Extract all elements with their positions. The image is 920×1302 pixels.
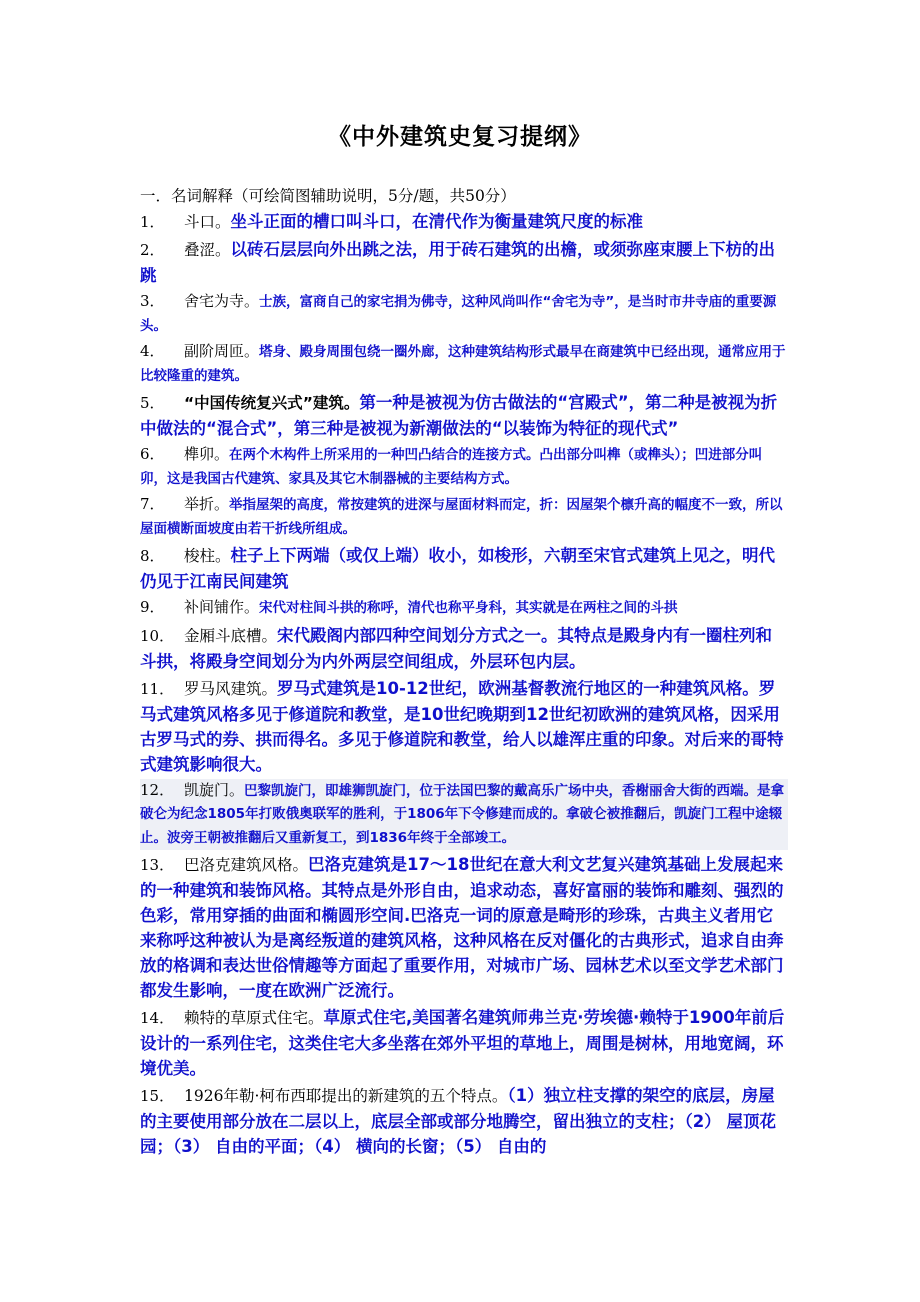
entry-definition: 坐斗正面的槽口叫斗口，在清代作为衡量建筑尺度的标准 (230, 212, 644, 231)
entry-term: 凯旋门。 (184, 780, 245, 799)
entry-number: 7． (140, 495, 165, 513)
entry-4 (140, 340, 788, 388)
entry-term: 梭柱。 (184, 547, 231, 565)
entry-number: 1． (140, 213, 165, 231)
entry-13 (140, 852, 788, 1003)
entry-14 (140, 1005, 788, 1081)
entry-3 (140, 290, 788, 338)
entry-number: 14． (140, 1009, 175, 1027)
entry-definition: 罗马式建筑是10-12世纪，欧洲基督教流行地区的一种建筑风格。罗马式建筑风格多见于修道院和教堂，是10世纪晚期到12世纪初欧洲的建筑风格，因采用古罗马式的券、拱而得名。多见于修道院和教堂，给人以雄浑庄重的印象。对后来的哥特式建筑影响很大。 (140, 678, 784, 774)
entry-8 (140, 543, 788, 594)
entry-15 (140, 1083, 788, 1159)
entry-term: 补间铺作。 (184, 598, 260, 616)
entry-definition: 柱子上下两端（或仅上端）收小，如梭形，六朝至宋官式建筑上见之，明代仍见于江南民间建筑 (140, 546, 776, 591)
entry-definition: 草原式住宅,美国著名建筑师弗兰克·劳埃德·赖特于1900年前后设计的一系列住宅，这类住宅大多坐落在郊外平坦的草地上，周围是树林，用地宽阔，环境优美。 (140, 1008, 785, 1078)
entry-definition: 士族，富商自己的家宅捐为佛寺，这种风尚叫作“舍宅为寺”，是当时市井寺庙的重要源头。 (140, 294, 777, 334)
entry-number: 4． (140, 342, 165, 360)
entry-number: 11． (140, 679, 175, 698)
entry-6 (140, 443, 788, 491)
entry-term: “中国传统复兴式”建筑。 (184, 394, 360, 412)
entry-number: 5． (140, 394, 165, 412)
entry-term: 金厢斗底槽。 (184, 626, 278, 645)
entry-number: 12． (140, 780, 175, 799)
entry-term: 榫卯。 (184, 445, 230, 463)
entry-12 (140, 779, 788, 851)
entry-number: 9． (140, 598, 165, 616)
entry-term: 巴洛克建筑风格。 (184, 856, 309, 874)
entry-definition: （1）独立柱支撑的架空的底层，房屋的主要使用部分放在二层以上，底层全部或部分地腾空，留出独立的支柱；（2） 屋顶花园；（3） 自由的平面；（4） 横向的长窗；（5） 自由的 (140, 1086, 776, 1156)
entry-number: 2． (140, 241, 165, 259)
entry-term: 副阶周匝。 (184, 342, 260, 360)
document-title: 《中外建筑史复习提纲》 (328, 124, 592, 150)
entry-1 (140, 209, 788, 235)
entry-definition: 以砖石层层向外出跳之法，用于砖石建筑的出檐，或须弥座束腰上下枋的出跳 (140, 240, 776, 285)
entry-definition: 巴黎凯旋门，即雄狮凯旋门，位于法国巴黎的戴高乐广场中央，香榭丽舍大街的西端。是拿破仑为纪念1805年打败俄奥联军的胜利，于1806年下令修建而成的。拿破仑被推翻后，凯旋门工程中途辍止。波旁王朝被推翻后又重新复工，到1836年终于全部竣工。 (140, 782, 785, 846)
document-body (140, 184, 788, 1161)
entry-10 (140, 623, 788, 674)
entry-definition: 塔身、殿身周围包绕一圈外廊，这种建筑结构形式最早在商建筑中已经出现，通常应用于比较隆重的建筑。 (140, 344, 786, 384)
entry-definition: 巴洛克建筑是17～18世纪在意大利文艺复兴建筑基础上发展起来的一种建筑和装饰风格。其特点是外形自由，追求动态，喜好富丽的装饰和雕刻、强烈的色彩，常用穿插的曲面和椭圆形空间.巴洛克一词的原意是畸形的珍珠，古典主义者用它来称呼这种被认为是离经叛道的建筑风格，这种风格在反对僵化的古典形式，追求自由奔放的格调和表达世俗情趣等方面起了重要作用，对城市广场、园林艺术以至文学艺术部门都发生影响，一度在欧洲广泛流行。 (140, 855, 784, 1000)
entry-definition: 第一种是被视为仿古做法的“宫殿式”，第二种是被视为折中做法的“混合式”，第三种是被视为新潮做法的“以装饰为特征的现代式” (140, 393, 778, 438)
entry-11 (140, 676, 788, 777)
entry-term: 1926年勒·柯布西耶提出的新建筑的五个特点。 (184, 1087, 508, 1105)
entry-number: 6． (140, 445, 165, 463)
entry-number: 8． (140, 547, 165, 565)
entry-definition: 在两个木构件上所采用的一种凹凸结合的连接方式。凸出部分叫榫（或榫头）；凹进部分叫卯，这是我国古代建筑、家具及其它木制器械的主要结构方式。 (140, 447, 763, 487)
entry-number: 13． (140, 856, 175, 874)
entry-number: 10． (140, 626, 175, 645)
entry-term: 赖特的草原式住宅。 (184, 1009, 324, 1027)
entry-term: 斗口。 (184, 213, 231, 231)
entry-definition: 宋代对柱间斗拱的称呼，清代也称平身科，其实就是在两柱之间的斗拱 (259, 600, 678, 616)
section-heading: 一．名词解释（可绘简图辅助说明，5分/题，共50分） (140, 187, 516, 205)
entry-5 (140, 390, 788, 441)
entry-number: 15． (140, 1087, 175, 1105)
entry-9 (140, 596, 788, 621)
entry-term: 舍宅为寺。 (184, 292, 260, 310)
entry-definition: 宋代殿阁内部四种空间划分方式之一。其特点是殿身内有一圈柱列和斗拱，将殿身空间划分为内外两层空间组成，外层环包内层。 (140, 625, 773, 671)
entry-term: 叠涩。 (184, 241, 231, 259)
entry-number: 3． (140, 292, 165, 310)
entry-2 (140, 237, 788, 288)
entry-definition: 举指屋架的高度，常按建筑的进深与屋面材料而定，折：因屋架个檩升高的幅度不一致，所以屋面横断面坡度由若干折线所组成。 (140, 497, 783, 537)
entry-7 (140, 493, 788, 541)
entry-term: 罗马风建筑。 (184, 679, 278, 698)
entry-term: 举折。 (184, 495, 230, 513)
